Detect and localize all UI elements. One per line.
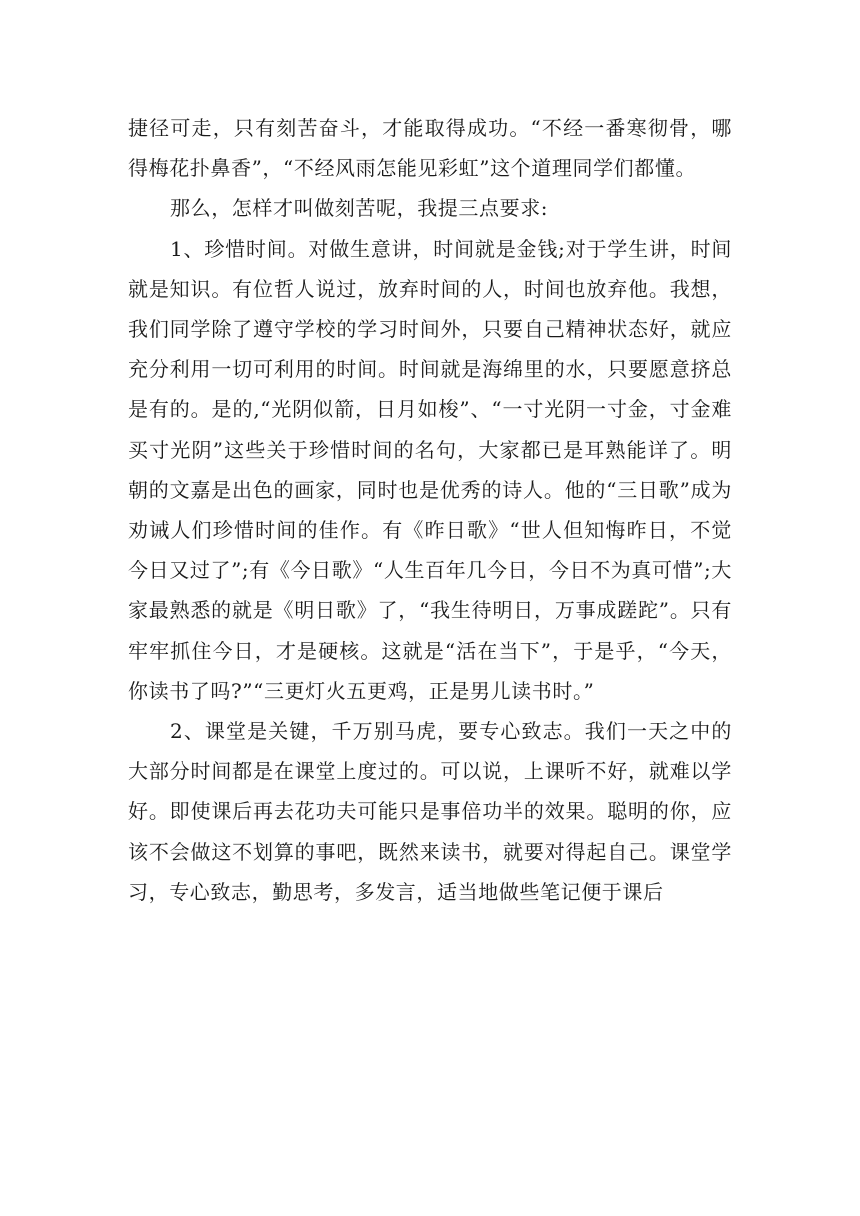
paragraph-cherish-time: 1、珍惜时间。对做生意讲，时间就是金钱;对于学生讲，时间就是知识。有位哲人说过，放弃时间的人，时间也放弃他。我想，我们同学除了遵守学校的学习时间外，只要自己精神状态好，就应充分利用一切可利用的时间。时间就是海绵里的水，只要愿意挤总是有的。是的,“光阴似箭，日月如梭”、“一寸光阴一寸金，寸金难买寸光阴”这些关于珍惜时间的名句，大家都已是耳熟能详了。明朝的文嘉是出色的画家，同时也是优秀的诗人。他的“三日歌”成为劝诫人们珍惜时间的佳作。有《昨日歌》“世人但知悔昨日，不觉今日又过了”;有《今日歌》“人生百年几今日，今日不为真可惜”;大家最熟悉的就是《明日歌》了，“我生待明日，万事成蹉跎”。只有牢牢抓住今日，才是硬核。这就是“活在当下”，于是乎，“今天，你读书了吗?”“三更灯火五更鸡，正是男儿读书时。”	[128, 236, 732, 703]
paragraph-classroom: 2、课堂是关键，千万别马虎，要专心致志。我们一天之中的大部分时间都是在课堂上度过的。可以说，上课听不好，就难以学好。即使课后再去花功夫可能只是事倍功半的效果。聪明的你，应该不会做这不划算的事吧，既然来读书，就要对得起自己。课堂学习，专心致志，勤思考，多发言，适当地做些笔记便于课后	[128, 719, 732, 904]
paragraph-continuation: 捷径可走，只有刻苦奋斗，才能取得成功。“不经一番寒彻骨，哪得梅花扑鼻香”，“不经风雨怎能见彩虹”这个道理同学们都懂。	[128, 116, 732, 181]
paragraph-requirements-intro: 那么，怎样才叫做刻苦呢，我提三点要求:	[170, 196, 549, 221]
document-body	[128, 108, 732, 912]
